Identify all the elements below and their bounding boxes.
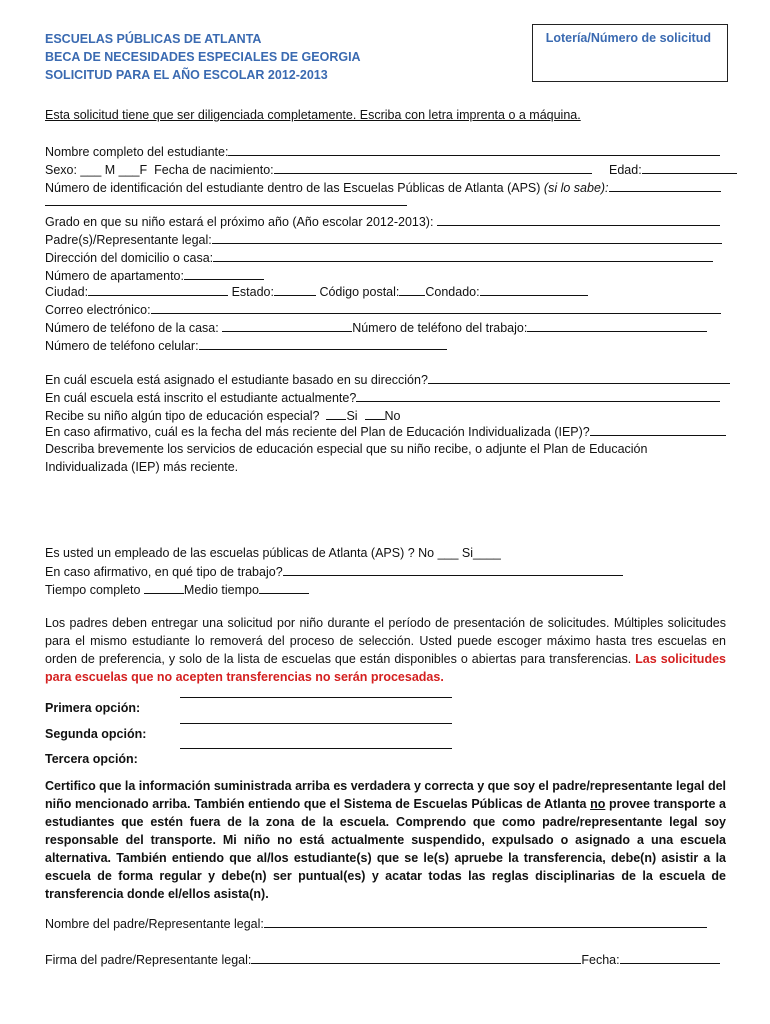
birth-date-field[interactable] — [274, 161, 592, 174]
second-choice-label: Segunda opción: — [45, 727, 147, 741]
header-line-2: BECA DE NECESIDADES ESPECIALES DE GEORGIA — [45, 50, 361, 64]
third-choice-field[interactable] — [180, 748, 452, 749]
iep-date-field[interactable] — [590, 423, 726, 436]
first-choice-label: Primera opción: — [45, 701, 141, 715]
second-choice-field[interactable] — [180, 723, 452, 724]
parent-name-field[interactable] — [264, 915, 707, 928]
date-field[interactable] — [620, 951, 720, 964]
full-time-label: Tiempo completo — [45, 583, 141, 597]
grade-field[interactable] — [437, 213, 720, 226]
certification-no: no — [590, 797, 606, 811]
enrolled-school-field[interactable] — [356, 389, 720, 402]
aps-id-continuation — [45, 193, 407, 210]
header-line-1: ESCUELAS PÚBLICAS DE ATLANTA — [45, 32, 262, 46]
enrolled-school-row — [45, 389, 720, 406]
apartment-label: Número de apartamento: — [45, 269, 184, 283]
aps-id-label: Número de identificación del estudiante dentro de las Escuelas Públicas de Atlanta (APS) — [45, 181, 541, 195]
zip-field[interactable] — [399, 283, 425, 296]
work-phone-field[interactable] — [527, 319, 707, 332]
special-ed-no: No — [384, 409, 401, 423]
assigned-school-field[interactable] — [428, 371, 730, 384]
cell-phone-field[interactable] — [199, 337, 447, 350]
signature-label: Firma del padre/Representante legal: — [45, 953, 252, 967]
notice-paragraph — [45, 614, 726, 686]
grade-row — [45, 213, 720, 230]
enrolled-school-label: En cuál escuela está inscrito el estudiante actualmente? — [45, 391, 357, 405]
address-label: Dirección del domicilio o casa: — [45, 251, 214, 265]
assigned-school-label: En cuál escuela está asignado el estudiante basado en su dirección? — [45, 373, 428, 387]
parent-name-row — [45, 915, 707, 932]
certification-part-2: provee transporte a estudiantes que estén fuera de la zona de la escuela. Comprendo que como padre/representante legal soy responsable del transporte. Mi niño no está actualmente suspendido, expulsado o asignado a una escuela alternativa. También entiendo que al/los estudiante(s) que se le(s) apruebe la transferencia, debe(n) asistir a la escuela de forma regular y debe(n) ser puntual(es) y acatar todas las reglas disciplinarias de la escuela de transferencia donde el/ellos asista(n). — [45, 797, 726, 901]
job-type-row — [45, 563, 623, 580]
special-ed-si: Si — [346, 409, 358, 423]
employee-question: Es usted un empleado de las escuelas públicas de Atlanta (APS) ? No ___ Si____ — [45, 546, 501, 560]
notice-text: Los padres deben entregar una solicitud por niño durante el período de presentación de solicitudes. Múltiples solicitudes para el mismo estudiante lo removerá del proceso de selección. Usted puede escoger máximo hasta tres escuelas en orden de preferencia, y solo de la lista de escuelas que están disponibles o abiertas para transferencias. — [45, 616, 726, 666]
work-phone-label: Número de teléfono del trabajo: — [352, 321, 528, 335]
part-time-label: Medio tiempo — [183, 583, 259, 597]
special-ed-si-blank[interactable] — [326, 407, 346, 420]
county-field[interactable] — [480, 283, 588, 296]
job-type-field[interactable] — [283, 563, 623, 576]
signature-row — [45, 951, 720, 968]
phone-row — [45, 319, 707, 336]
home-phone-label: Número de teléfono de la casa: — [45, 321, 219, 335]
certification-paragraph — [45, 777, 726, 903]
date-label: Fecha: — [581, 953, 620, 967]
aps-id-field[interactable] — [609, 179, 721, 192]
special-ed-label: Recibe su niño algún tipo de educación especial? — [45, 409, 320, 423]
parent-name-label: Nombre del padre/Representante legal: — [45, 917, 264, 931]
notice-warning: Las solicitudes para escuelas que no acepten transferencias no serán procesadas. — [45, 652, 726, 684]
instruction: Esta solicitud tiene que ser diligenciada completamente. Escriba con letra imprenta o a máquina. — [45, 108, 581, 122]
birth-date-label: Fecha de nacimiento: — [154, 163, 274, 177]
signature-field[interactable] — [251, 951, 581, 964]
full-time-blank[interactable] — [144, 581, 184, 594]
county-label: Condado: — [425, 285, 480, 299]
form-header — [45, 30, 361, 84]
student-name-row — [45, 143, 720, 160]
iep-date-label: En caso afirmativo, cuál es la fecha del más reciente del Plan de Educación Individualizada (IEP)? — [45, 425, 590, 439]
describe-line-1: Describa brevemente los servicios de educación especial que su niño recibe, o adjunte el Plan de Educación — [45, 442, 648, 456]
email-field[interactable] — [151, 301, 721, 314]
city-label: Ciudad: — [45, 285, 89, 299]
lottery-number-box[interactable] — [532, 24, 728, 82]
work-time-row — [45, 581, 309, 598]
age-field[interactable] — [642, 161, 737, 174]
cell-phone-row — [45, 337, 447, 354]
zip-label: Código postal: — [319, 285, 400, 299]
address-row — [45, 249, 713, 266]
address-field[interactable] — [213, 249, 713, 262]
aps-id-note: (si lo sabe): — [543, 181, 609, 195]
lottery-label: Lotería/Número de solicitud — [545, 31, 711, 45]
header-line-3: SOLICITUD PARA EL AÑO ESCOLAR 2012-2013 — [45, 68, 328, 82]
certification-part-1: Certifico que la información suministrada arriba es verdadera y correcta y que soy el padre/representante legal del niño mencionado arriba. También entiendo que el Sistema de Escuelas Públicas de Atlanta — [45, 779, 726, 811]
email-label: Correo electrónico: — [45, 303, 151, 317]
student-name-label: Nombre completo del estudiante: — [45, 145, 229, 159]
special-ed-row — [45, 407, 401, 424]
grade-label: Grado en que su niño estará el próximo año (Año escolar 2012-2013): — [45, 215, 434, 229]
state-field[interactable] — [274, 283, 316, 296]
special-ed-no-blank[interactable] — [365, 407, 385, 420]
assigned-school-row — [45, 371, 730, 388]
cell-phone-label: Número de teléfono celular: — [45, 339, 199, 353]
parent-label: Padre(s)/Representante legal: — [45, 233, 212, 247]
city-row — [45, 283, 588, 300]
sex-label: Sexo: ___ M ___F — [45, 163, 148, 177]
age-label: Edad: — [609, 163, 642, 177]
apartment-row — [45, 267, 264, 284]
describe-line-2: Individualizada (IEP) más reciente. — [45, 460, 239, 474]
state-label: Estado: — [231, 285, 274, 299]
home-phone-field[interactable] — [222, 319, 352, 332]
parent-row — [45, 231, 722, 248]
part-time-blank[interactable] — [259, 581, 309, 594]
first-choice-field[interactable] — [180, 697, 452, 698]
apartment-field[interactable] — [184, 267, 264, 280]
email-row — [45, 301, 721, 318]
iep-date-row — [45, 423, 726, 440]
city-field[interactable] — [88, 283, 228, 296]
job-type-label: En caso afirmativo, en qué tipo de trabajo? — [45, 565, 283, 579]
third-choice-label: Tercera opción: — [45, 752, 138, 766]
parent-field[interactable] — [212, 231, 722, 244]
aps-id-field-continued[interactable] — [45, 193, 407, 206]
student-name-field[interactable] — [228, 143, 720, 156]
sex-birth-row — [45, 161, 737, 178]
